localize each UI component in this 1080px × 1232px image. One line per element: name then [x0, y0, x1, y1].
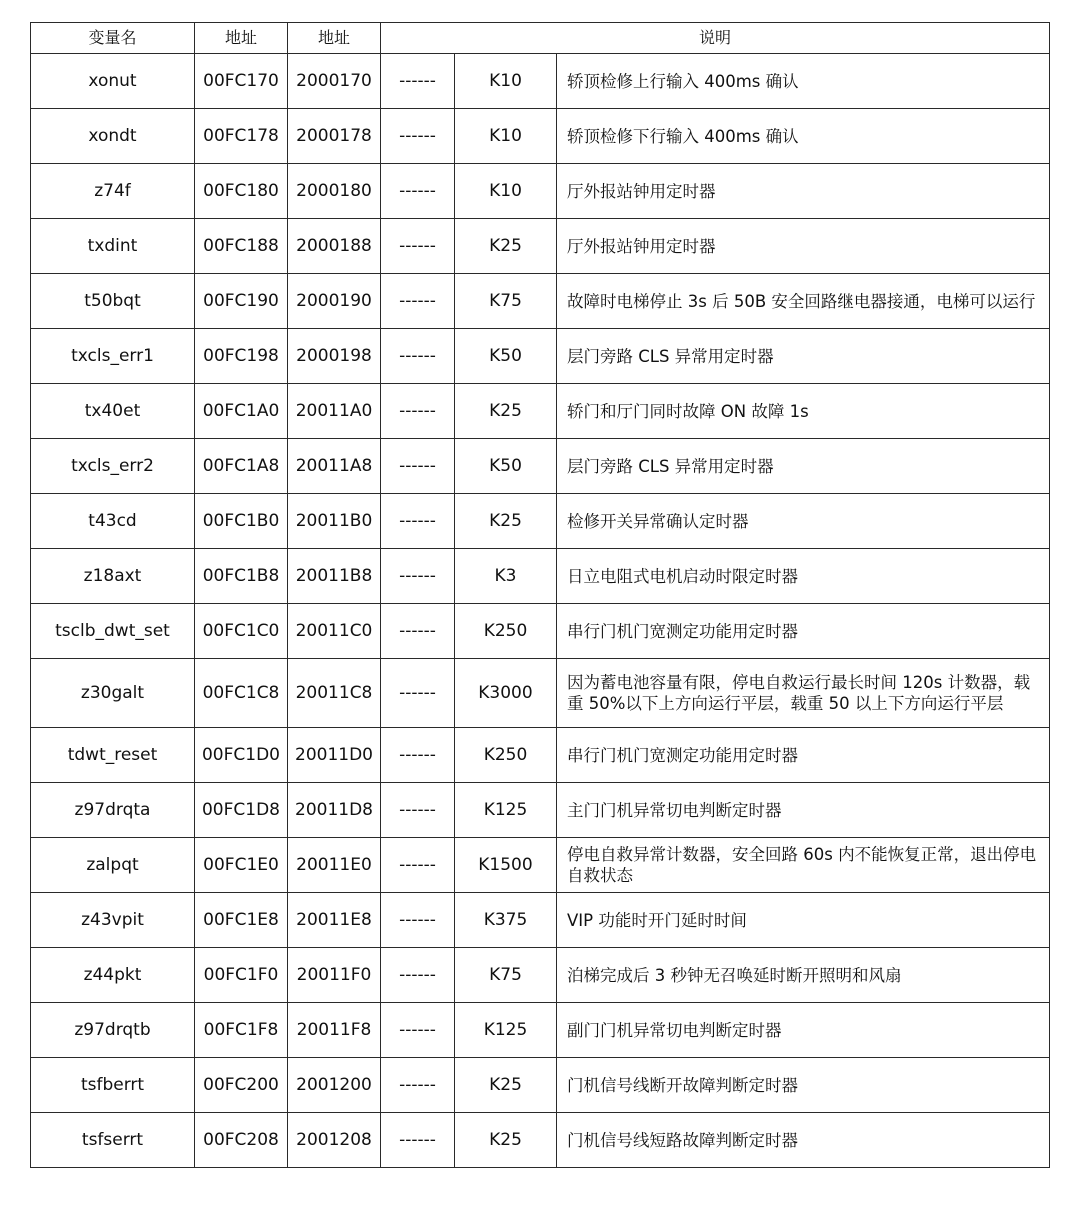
cell-k-value: K250 — [455, 604, 557, 659]
cell-k-value: K25 — [455, 494, 557, 549]
table-row — [31, 54, 1050, 109]
table-row — [31, 439, 1050, 494]
cell-address-2: 20011C8 — [288, 659, 381, 728]
cell-address-2: 2001200 — [288, 1058, 381, 1113]
cell-address-2: 2000190 — [288, 274, 381, 329]
cell-placeholder: ------ — [381, 948, 455, 1003]
cell-k-value: K3 — [455, 549, 557, 604]
cell-address-1: 00FC1A0 — [195, 384, 288, 439]
cell-address-2: 20011B0 — [288, 494, 381, 549]
cell-placeholder: ------ — [381, 274, 455, 329]
cell-address-2: 20011A8 — [288, 439, 381, 494]
cell-address-1: 00FC1D8 — [195, 783, 288, 838]
cell-k-value: K375 — [455, 893, 557, 948]
cell-placeholder: ------ — [381, 659, 455, 728]
cell-variable-name: t50bqt — [31, 274, 195, 329]
cell-variable-name: txcls_err2 — [31, 439, 195, 494]
cell-description: 停电自救异常计数器，安全回路 60s 内不能恢复正常，退出停电自救状态 — [557, 838, 1050, 893]
cell-description: 轿顶检修上行输入 400ms 确认 — [557, 54, 1050, 109]
cell-k-value: K25 — [455, 384, 557, 439]
cell-address-2: 2000180 — [288, 164, 381, 219]
table-row — [31, 219, 1050, 274]
cell-address-2: 2000178 — [288, 109, 381, 164]
cell-description: 厅外报站钟用定时器 — [557, 219, 1050, 274]
cell-description: 检修开关异常确认定时器 — [557, 494, 1050, 549]
cell-address-2: 20011A0 — [288, 384, 381, 439]
cell-variable-name: tx40et — [31, 384, 195, 439]
cell-description: 因为蓄电池容量有限，停电自救运行最长时间 120s 计数器，载重 50%以下上方向运行平层，载重 50 以上下方向运行平层 — [557, 659, 1050, 728]
cell-placeholder: ------ — [381, 893, 455, 948]
cell-description: 泊梯完成后 3 秒钟无召唤延时断开照明和风扇 — [557, 948, 1050, 1003]
cell-description: 日立电阻式电机启动时限定时器 — [557, 549, 1050, 604]
cell-description: 门机信号线断开故障判断定时器 — [557, 1058, 1050, 1113]
cell-address-1: 00FC208 — [195, 1113, 288, 1168]
cell-address-2: 20011E0 — [288, 838, 381, 893]
cell-address-2: 20011E8 — [288, 893, 381, 948]
table-body — [31, 54, 1050, 1168]
cell-placeholder: ------ — [381, 109, 455, 164]
cell-description: 轿门和厅门同时故障 ON 故障 1s — [557, 384, 1050, 439]
cell-address-2: 2000198 — [288, 329, 381, 384]
cell-k-value: K25 — [455, 219, 557, 274]
cell-k-value: K10 — [455, 54, 557, 109]
cell-variable-name: tsclb_dwt_set — [31, 604, 195, 659]
cell-description: 层门旁路 CLS 异常用定时器 — [557, 329, 1050, 384]
cell-address-2: 20011F8 — [288, 1003, 381, 1058]
header-description: 说明 — [381, 23, 1050, 54]
cell-k-value: K250 — [455, 728, 557, 783]
cell-placeholder: ------ — [381, 549, 455, 604]
cell-description: VIP 功能时开门延时时间 — [557, 893, 1050, 948]
table-row — [31, 838, 1050, 893]
cell-k-value: K1500 — [455, 838, 557, 893]
cell-placeholder: ------ — [381, 1058, 455, 1113]
cell-address-2: 2000188 — [288, 219, 381, 274]
cell-description: 门机信号线短路故障判断定时器 — [557, 1113, 1050, 1168]
cell-address-1: 00FC1C8 — [195, 659, 288, 728]
cell-k-value: K10 — [455, 109, 557, 164]
cell-address-1: 00FC1E0 — [195, 838, 288, 893]
cell-variable-name: z30galt — [31, 659, 195, 728]
cell-placeholder: ------ — [381, 838, 455, 893]
cell-variable-name: tsfberrt — [31, 1058, 195, 1113]
cell-address-2: 2000170 — [288, 54, 381, 109]
cell-placeholder: ------ — [381, 783, 455, 838]
cell-address-2: 20011D0 — [288, 728, 381, 783]
cell-placeholder: ------ — [381, 728, 455, 783]
table-row — [31, 329, 1050, 384]
cell-k-value: K50 — [455, 329, 557, 384]
cell-k-value: K75 — [455, 948, 557, 1003]
cell-address-1: 00FC1F8 — [195, 1003, 288, 1058]
cell-variable-name: t43cd — [31, 494, 195, 549]
cell-address-1: 00FC180 — [195, 164, 288, 219]
cell-variable-name: z18axt — [31, 549, 195, 604]
cell-address-2: 2001208 — [288, 1113, 381, 1168]
cell-description: 故障时电梯停止 3s 后 50B 安全回路继电器接通，电梯可以运行 — [557, 274, 1050, 329]
cell-k-value: K50 — [455, 439, 557, 494]
table-row — [31, 164, 1050, 219]
cell-variable-name: zalpqt — [31, 838, 195, 893]
cell-k-value: K125 — [455, 783, 557, 838]
table-row — [31, 948, 1050, 1003]
cell-address-1: 00FC1A8 — [195, 439, 288, 494]
cell-variable-name: z97drqta — [31, 783, 195, 838]
cell-placeholder: ------ — [381, 1113, 455, 1168]
cell-address-1: 00FC190 — [195, 274, 288, 329]
cell-placeholder: ------ — [381, 219, 455, 274]
cell-description: 层门旁路 CLS 异常用定时器 — [557, 439, 1050, 494]
cell-address-2: 20011C0 — [288, 604, 381, 659]
cell-placeholder: ------ — [381, 164, 455, 219]
cell-address-2: 20011F0 — [288, 948, 381, 1003]
cell-placeholder: ------ — [381, 384, 455, 439]
cell-variable-name: z43vpit — [31, 893, 195, 948]
cell-address-1: 00FC1B8 — [195, 549, 288, 604]
cell-description: 厅外报站钟用定时器 — [557, 164, 1050, 219]
cell-description: 串行门机门宽测定功能用定时器 — [557, 728, 1050, 783]
header-variable-name: 变量名 — [31, 23, 195, 54]
cell-address-1: 00FC188 — [195, 219, 288, 274]
table-row — [31, 494, 1050, 549]
cell-address-1: 00FC170 — [195, 54, 288, 109]
cell-placeholder: ------ — [381, 439, 455, 494]
cell-description: 副门门机异常切电判断定时器 — [557, 1003, 1050, 1058]
cell-variable-name: z97drqtb — [31, 1003, 195, 1058]
cell-k-value: K25 — [455, 1113, 557, 1168]
table-row — [31, 109, 1050, 164]
header-address-2: 地址 — [288, 23, 381, 54]
table-row — [31, 893, 1050, 948]
cell-placeholder: ------ — [381, 1003, 455, 1058]
cell-address-2: 20011D8 — [288, 783, 381, 838]
cell-variable-name: txcls_err1 — [31, 329, 195, 384]
table-row — [31, 604, 1050, 659]
cell-placeholder: ------ — [381, 54, 455, 109]
cell-placeholder: ------ — [381, 329, 455, 384]
cell-variable-name: xonut — [31, 54, 195, 109]
cell-placeholder: ------ — [381, 494, 455, 549]
table-row — [31, 728, 1050, 783]
table-row — [31, 783, 1050, 838]
table-row — [31, 659, 1050, 728]
cell-description: 串行门机门宽测定功能用定时器 — [557, 604, 1050, 659]
cell-k-value: K75 — [455, 274, 557, 329]
cell-description: 主门门机异常切电判断定时器 — [557, 783, 1050, 838]
cell-k-value: K3000 — [455, 659, 557, 728]
table-row — [31, 1113, 1050, 1168]
cell-variable-name: txdint — [31, 219, 195, 274]
table-header-row — [31, 23, 1050, 54]
cell-address-1: 00FC198 — [195, 329, 288, 384]
cell-k-value: K125 — [455, 1003, 557, 1058]
cell-placeholder: ------ — [381, 604, 455, 659]
cell-variable-name: z44pkt — [31, 948, 195, 1003]
table-row — [31, 384, 1050, 439]
cell-k-value: K25 — [455, 1058, 557, 1113]
cell-address-1: 00FC178 — [195, 109, 288, 164]
cell-variable-name: z74f — [31, 164, 195, 219]
cell-address-1: 00FC1B0 — [195, 494, 288, 549]
table-row — [31, 1003, 1050, 1058]
cell-address-2: 20011B8 — [288, 549, 381, 604]
cell-variable-name: xondt — [31, 109, 195, 164]
table-row — [31, 274, 1050, 329]
cell-address-1: 00FC200 — [195, 1058, 288, 1113]
cell-variable-name: tsfserrt — [31, 1113, 195, 1168]
table-row — [31, 549, 1050, 604]
table-row — [31, 1058, 1050, 1113]
header-address-1: 地址 — [195, 23, 288, 54]
cell-address-1: 00FC1F0 — [195, 948, 288, 1003]
cell-address-1: 00FC1D0 — [195, 728, 288, 783]
cell-variable-name: tdwt_reset — [31, 728, 195, 783]
cell-k-value: K10 — [455, 164, 557, 219]
cell-description: 轿顶检修下行输入 400ms 确认 — [557, 109, 1050, 164]
cell-address-1: 00FC1C0 — [195, 604, 288, 659]
cell-address-1: 00FC1E8 — [195, 893, 288, 948]
variable-table — [30, 22, 1050, 1168]
